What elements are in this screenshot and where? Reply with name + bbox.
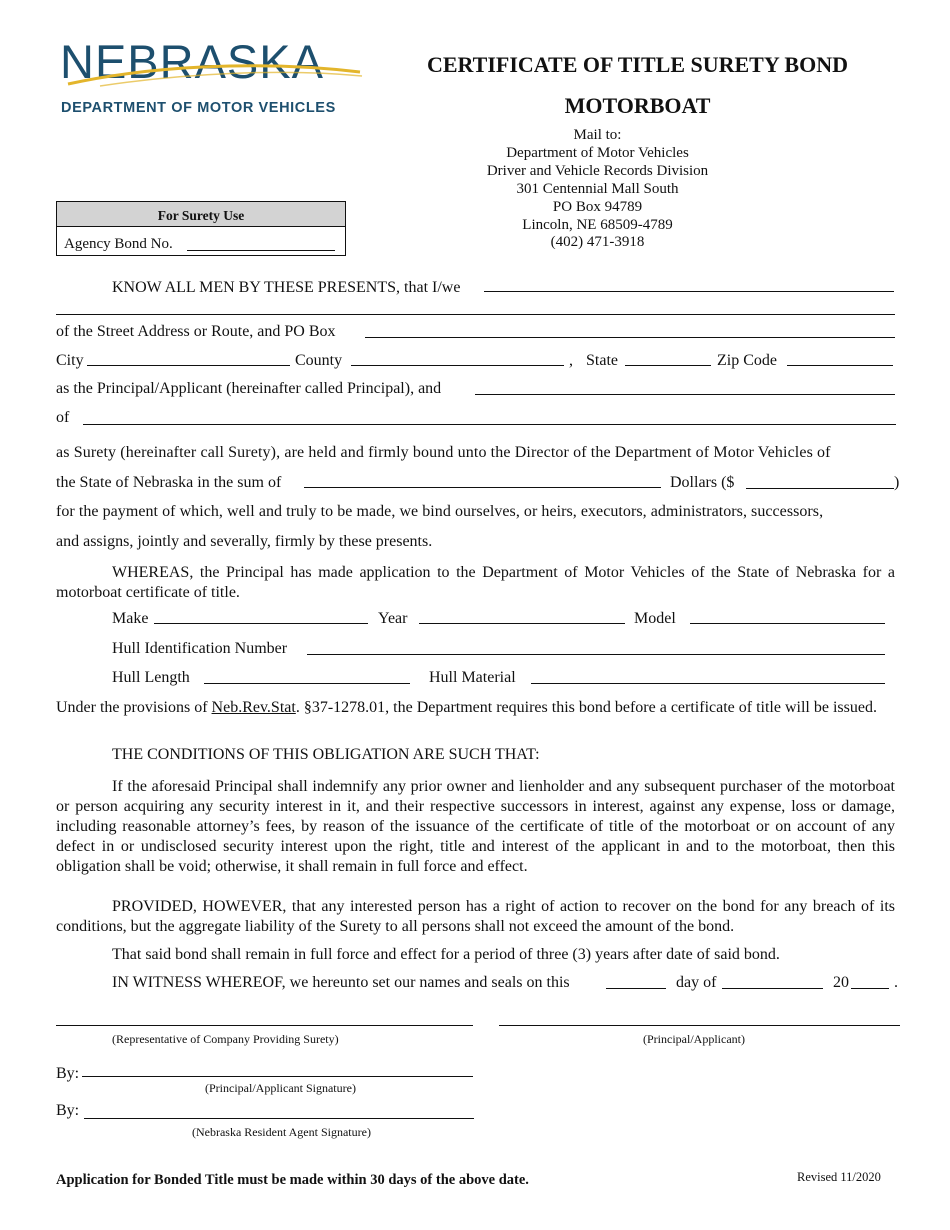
principal-by-signature-line[interactable] [82,1076,473,1077]
zip-field[interactable] [787,365,893,366]
witness-day-field[interactable] [606,988,666,989]
city-label: City [56,352,84,369]
surety-address-field[interactable] [83,424,896,425]
hull-length-field[interactable] [204,683,410,684]
year-field[interactable] [419,623,625,624]
model-label: Model [634,610,676,627]
principal-signature-label: (Principal/Applicant Signature) [205,1081,356,1095]
mail-line: PO Box 94789 [552,198,643,215]
witness-text: IN WITNESS WHEREOF, we hereunto set our names and seals on this [112,974,570,991]
statute-reference: Neb.Rev.Stat [211,699,296,716]
sum-label: the State of Nebraska in the sum of [56,474,282,491]
agency-bond-label: Agency Bond No. [64,236,173,252]
conditions-heading: THE CONDITIONS OF THIS OBLIGATION ARE SUCH THAT: [112,746,540,763]
hull-material-field[interactable] [531,683,885,684]
year-label: Year [378,610,408,627]
footer-notice: Application for Bonded Title must be made within 30 days of the above date. [56,1172,529,1188]
agent-signature-line[interactable] [84,1118,474,1119]
whereas-paragraph: WHEREAS, the Principal has made application to the Department of Motor Vehicles of the State of Nebraska for a motorboat certificate of title. [56,564,895,601]
payment-text-line2: and assigns, jointly and severally, firmly by these presents. [56,533,433,550]
by-label-1: By: [56,1065,80,1082]
make-field[interactable] [154,623,368,624]
form-subtitle: MOTORBOAT [564,93,711,118]
provided-paragraph: PROVIDED, HOWEVER, that any interested person has a right of action to recover on the bond for any breach of its conditions, but the aggregate liability of the Surety to all persons shall not exceed the amount of the bond. [56,898,895,935]
make-label: Make [112,610,149,627]
zip-label: Zip Code [717,352,777,369]
dollars-amount-field[interactable] [746,488,894,489]
dollars-close: ) [894,474,900,491]
hull-length-label: Hull Length [112,669,190,686]
year-prefix: 20 [833,974,849,991]
surety-use-box [56,201,346,256]
witness-month-field[interactable] [722,988,823,989]
by-label-2: By: [56,1102,80,1119]
payment-text-line1: for the payment of which, well and truly to be made, we bind ourselves, or heirs, executors, administrators, successors, [56,503,824,520]
city-field[interactable] [87,365,290,366]
principal-name-field-2[interactable] [56,314,895,315]
surety-bound-text: as Surety (hereinafter call Surety), are held and firmly bound unto the Director of the Department of Motor Vehicles of [56,444,831,461]
mail-line: 301 Centennial Mall South [516,180,679,197]
model-field[interactable] [690,623,885,624]
surety-name-field[interactable] [475,394,895,395]
agency-bond-field[interactable] [187,250,335,251]
indemnify-paragraph: If the aforesaid Principal shall indemnify any prior owner and lienholder and any subsequent purchaser of the motorboat or person acquiring any security interest in it, and their respective successors in interest, against any expense, loss or damage, including reasonable attorney’s fees, by reason of the issuance of the certificate of title of the motorboat or on account of any defect in or undisclosed security interest upon the right, title and interest of the applicant in and to the motorboat, then this obligation shall be void; otherwise, it shall remain in full force and effect. [56,778,895,875]
mail-line: Lincoln, NE 68509-4789 [522,216,673,233]
mail-to-label: Mail to: [573,127,622,143]
mail-line: (402) 471-3918 [550,234,645,251]
provisions-pre: Under the provisions of [56,699,212,716]
logo-swoosh-icon [60,50,370,90]
surety-rep-signature-line[interactable] [56,1025,473,1026]
provisions-post: . §37-1278.01, the Department requires this bond before a certificate of title will be issued. [295,699,877,716]
witness-year-field[interactable] [851,988,889,989]
street-field[interactable] [365,337,895,338]
mail-line: Driver and Vehicle Records Division [486,162,709,179]
form-title: CERTIFICATE OF TITLE SURETY BOND [427,52,848,77]
witness-period: . [894,974,898,991]
of-label: of [56,409,70,426]
logo-department: DEPARTMENT OF MOTOR VEHICLES [61,100,336,116]
hin-label: Hull Identification Number [112,640,288,657]
hin-field[interactable] [307,654,885,655]
state-field[interactable] [625,365,711,366]
surety-rep-label: (Representative of Company Providing Surety) [112,1032,339,1046]
street-label: of the Street Address or Route, and PO Box [56,323,336,340]
state-label: State [586,352,618,369]
principal-applicant-sig-label: (Principal/Applicant) [643,1032,745,1046]
state-separator: , [569,352,573,369]
day-of-label: day of [676,974,717,991]
know-all-text: KNOW ALL MEN BY THESE PRESENTS, that I/we [112,279,461,296]
county-label: County [295,352,343,369]
principal-applicant-label: as the Principal/Applicant (hereinafter called Principal), and [56,380,442,397]
county-field[interactable] [351,365,564,366]
agent-signature-label: (Nebraska Resident Agent Signature) [192,1125,371,1139]
mail-line: Department of Motor Vehicles [506,144,689,161]
mail-to-address [460,127,735,252]
provisions-paragraph [56,698,895,718]
hull-material-label: Hull Material [429,669,516,686]
principal-signature-line[interactable] [499,1025,900,1026]
remain-text: That said bond shall remain in full force and effect for a period of three (3) years after date of said bond. [112,946,780,963]
revised-date: Revised 11/2020 [797,1170,881,1184]
principal-name-field[interactable] [484,291,894,292]
dollars-label: Dollars ($ [670,474,735,491]
surety-use-heading: For Surety Use [57,202,345,227]
logo-wordmark: NEBRASKA [60,35,324,88]
sum-words-field[interactable] [304,487,661,488]
